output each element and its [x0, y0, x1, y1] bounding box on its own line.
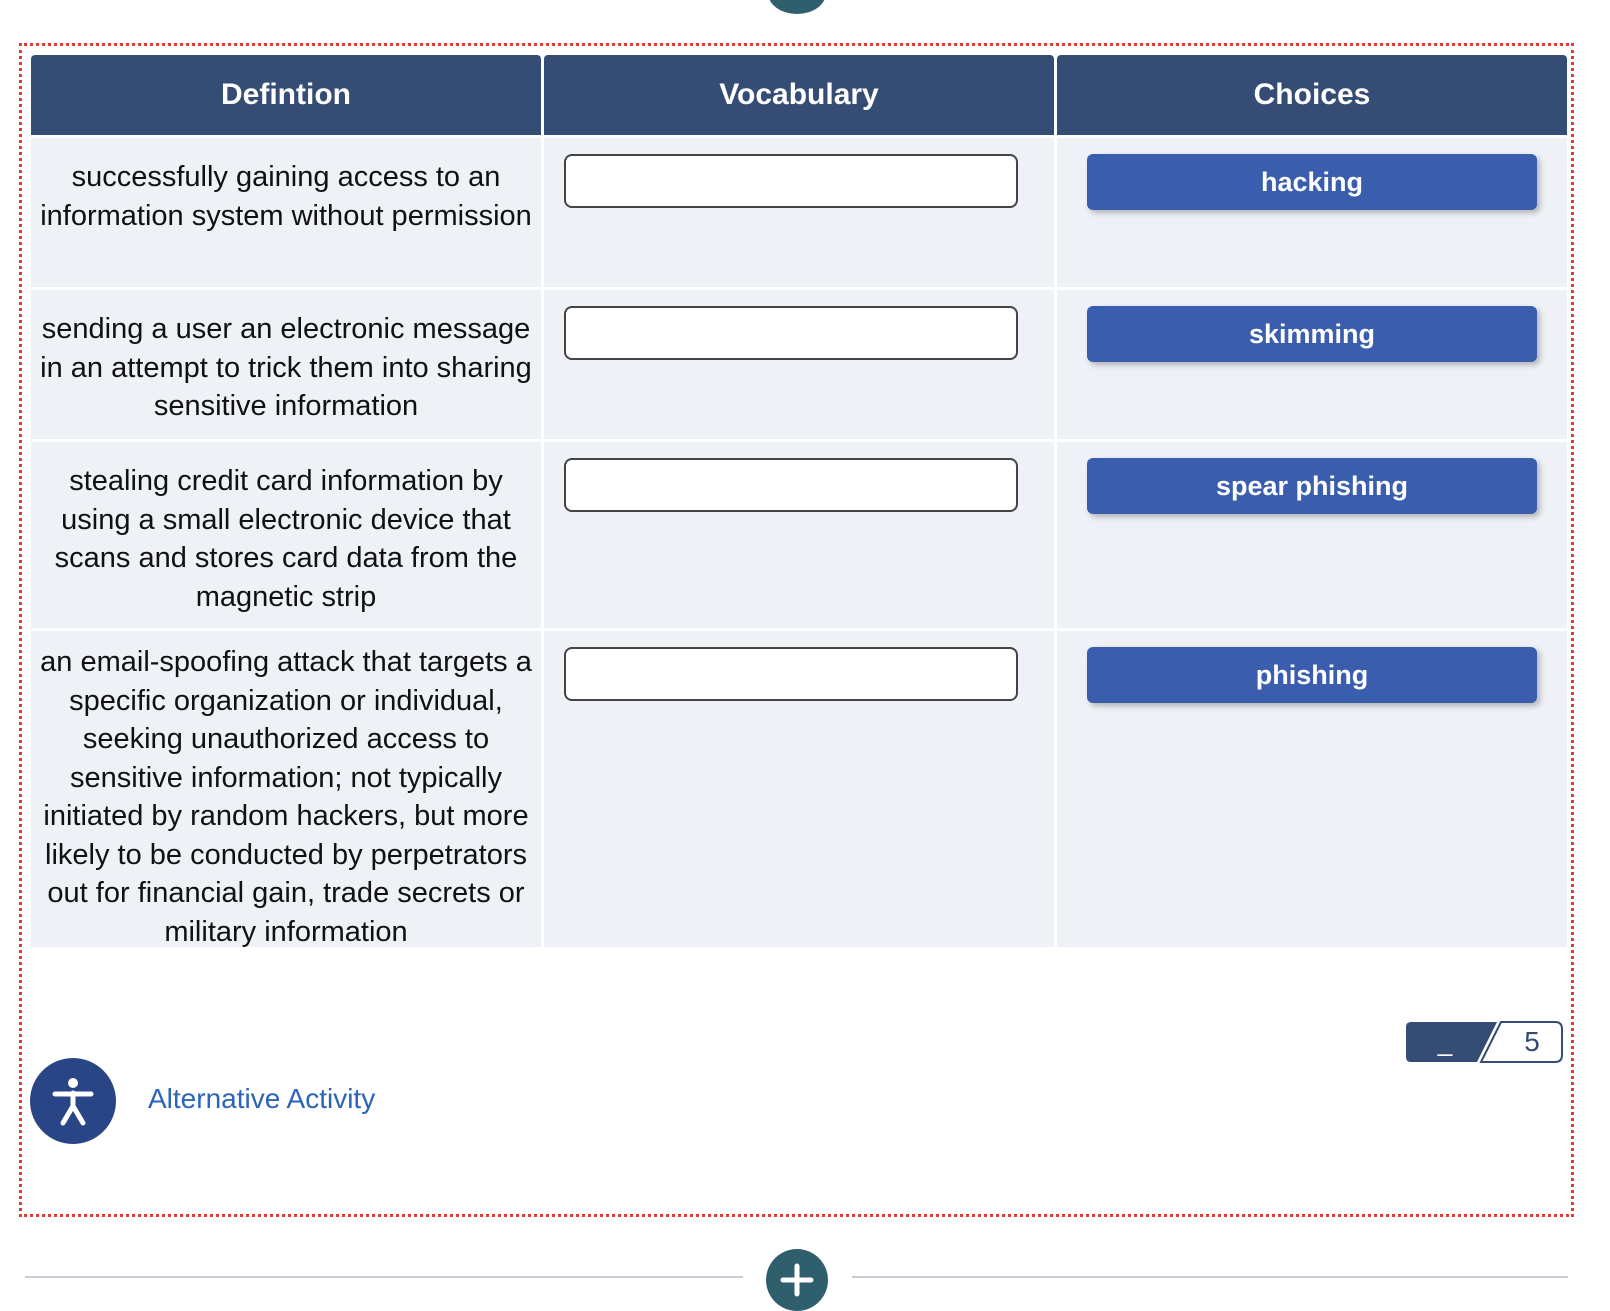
table-row: [31, 631, 1568, 947]
vocabulary-cell: [544, 290, 1054, 439]
vocabulary-drop-zone[interactable]: [564, 154, 1018, 208]
definition-text: stealing credit card information by using a small electronic device that scans and stores card data from the magnetic strip: [31, 442, 541, 628]
vocabulary-cell: [544, 442, 1054, 628]
choice-cell: [1057, 138, 1567, 287]
vocabulary-drop-zone[interactable]: [564, 647, 1018, 701]
vocabulary-cell: [544, 138, 1054, 287]
score-total: 5: [1524, 1026, 1540, 1057]
score-current: _: [1437, 1026, 1453, 1057]
definition-text: an email-spoofing attack that targets a specific organization or individual, seeking unauthorized access to sensitive information; not typically initiated by random hackers, but more likely to be conducted by perpetrators out for financial gain, trade secrets or military information: [31, 631, 541, 947]
definition-text: successfully gaining access to an information system without permission: [31, 138, 541, 287]
table-row: [31, 290, 1568, 439]
choice-chip-phishing[interactable]: phishing: [1087, 647, 1537, 703]
choice-cell: [1057, 290, 1567, 439]
choice-chip-hacking[interactable]: hacking: [1087, 154, 1537, 210]
choice-chip-skimming[interactable]: skimming: [1087, 306, 1537, 362]
score-indicator: [1405, 1021, 1563, 1063]
table-header-row: [31, 55, 1568, 135]
section-top-button[interactable]: [768, 0, 826, 14]
alternative-activity-link[interactable]: Alternative Activity: [148, 1083, 376, 1114]
table-row: [31, 138, 1568, 287]
plus-icon: [779, 1262, 815, 1298]
vocabulary-drop-zone[interactable]: [564, 458, 1018, 512]
divider-left: [25, 1276, 743, 1278]
choice-chip-spear-phishing[interactable]: spear phishing: [1087, 458, 1537, 514]
divider-right: [852, 1276, 1568, 1278]
table-row: [31, 442, 1568, 628]
header-definition: Defintion: [31, 55, 541, 135]
header-vocabulary: Vocabulary: [544, 55, 1054, 135]
header-choices: Choices: [1057, 55, 1567, 135]
accessibility-button[interactable]: [30, 1058, 116, 1144]
add-section-button[interactable]: [766, 1249, 828, 1311]
choice-cell: [1057, 631, 1567, 947]
matching-table: [31, 55, 1568, 950]
choice-cell: [1057, 442, 1567, 628]
matching-activity: [19, 43, 1574, 1217]
definition-text: sending a user an electronic message in an attempt to trick them into sharing sensitive information: [31, 290, 541, 439]
vocabulary-drop-zone[interactable]: [564, 306, 1018, 360]
vocabulary-cell: [544, 631, 1054, 947]
accessibility-icon: [45, 1073, 101, 1129]
